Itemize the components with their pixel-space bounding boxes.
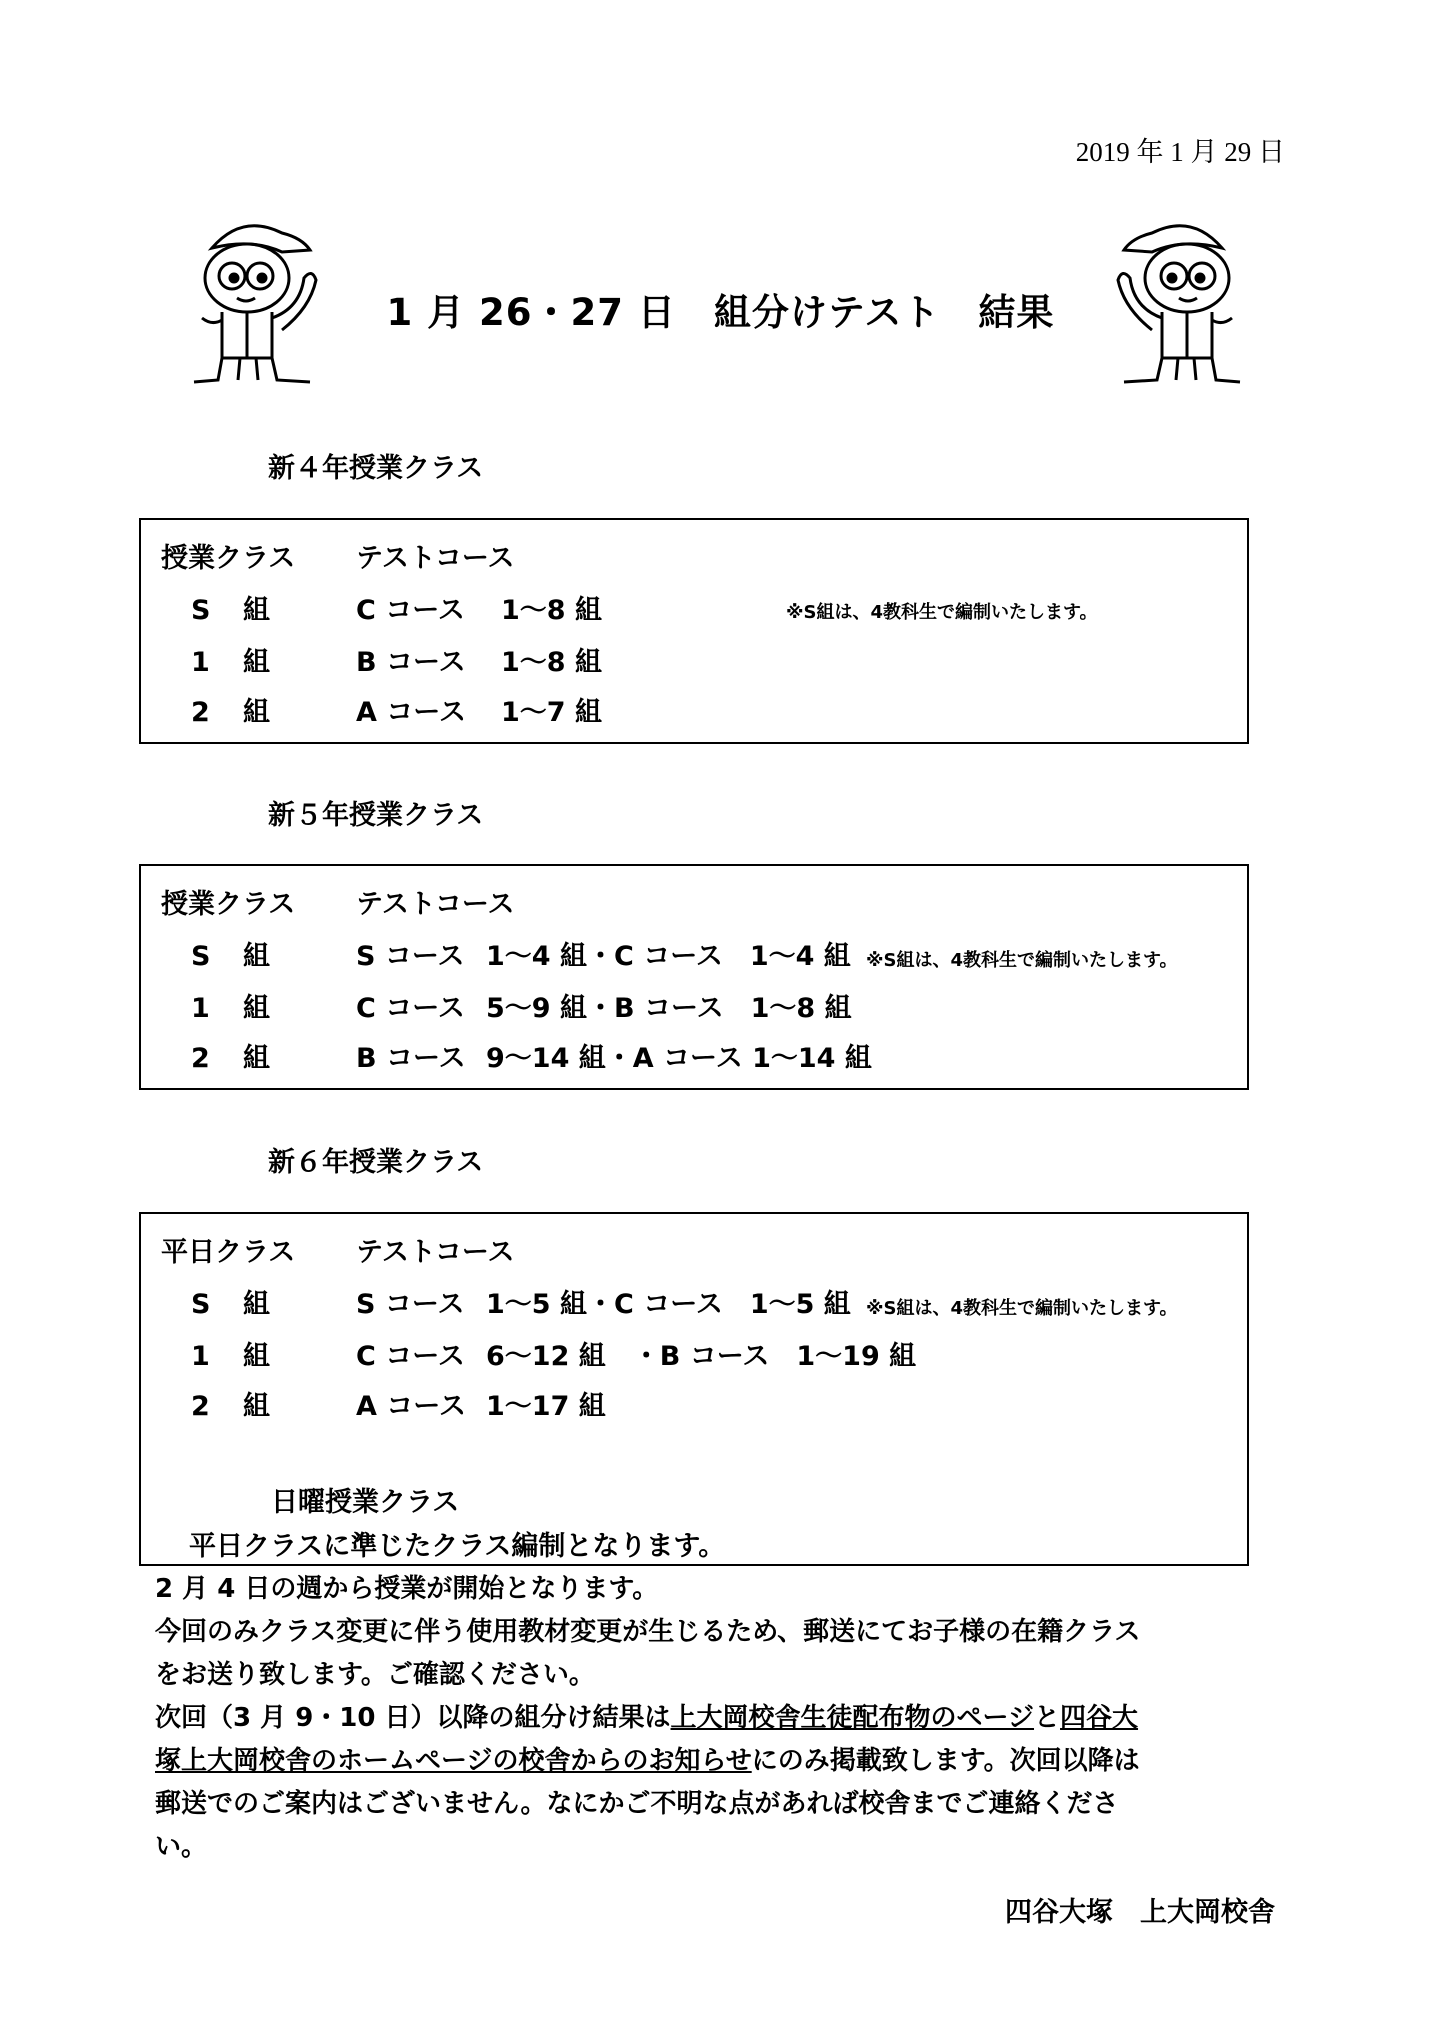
sunday-class-note: 平日クラスに準じたクラス編制となります。 <box>189 1531 726 1562</box>
notice-line-next <box>155 1697 1155 1869</box>
row-class: 2 <box>191 697 210 728</box>
row-kumi: 組 <box>243 1043 270 1074</box>
row-kumi: 組 <box>243 1391 270 1422</box>
notice-text: と <box>1034 1703 1061 1733</box>
row-class: S <box>191 595 211 626</box>
cartoon-kid-waving-icon <box>1112 208 1252 388</box>
header-course-label: テストコース <box>356 1237 515 1268</box>
row-course: C コース <box>356 595 465 626</box>
row-class: 2 <box>191 1391 210 1422</box>
notice-line-start: 2 月 4 日の週から授業が開始となります。 <box>155 1574 659 1604</box>
section-heading-grade5: 新５年授業クラス <box>268 800 484 831</box>
notice-body <box>155 1568 1155 1869</box>
section-heading-grade6: 新６年授業クラス <box>268 1147 484 1178</box>
header-course-label: テストコース <box>356 889 515 920</box>
notice-line-materials: 今回のみクラス変更に伴う使用教材変更が生じるため、郵送にてお子様の在籍クラスをお送り致します。ご確認ください。 <box>155 1617 1141 1690</box>
row-note: ※S組は、4教科生で編制いたします。 <box>866 1298 1178 1319</box>
row-kumi: 組 <box>243 595 270 626</box>
header-class-label: 平日クラス <box>161 1237 296 1268</box>
link-school-homepage-news[interactable]: 四谷大塚上大岡校舎のホームページの校舎からのお知らせ <box>155 1703 1139 1776</box>
row-range: 1〜7 組 <box>501 697 602 728</box>
header-class-label: 授業クラス <box>161 543 296 574</box>
row-kumi: 組 <box>243 1289 270 1320</box>
row-range: 1〜8 組 <box>501 595 602 626</box>
row-range: 5〜9 組・B コース 1〜8 組 <box>486 993 852 1024</box>
row-range: 1〜5 組・C コース 1〜5 組 <box>486 1289 851 1320</box>
header-course-label: テストコース <box>356 543 515 574</box>
row-range: 1〜8 組 <box>501 647 602 678</box>
row-kumi: 組 <box>243 941 270 972</box>
link-student-handouts-page[interactable]: 上大岡校舎生徒配布物のページ <box>670 1703 1035 1733</box>
row-kumi: 組 <box>243 697 270 728</box>
row-note: ※S組は、4教科生で編制いたします。 <box>866 950 1178 971</box>
row-course: C コース <box>356 1341 465 1372</box>
row-kumi: 組 <box>243 647 270 678</box>
class-table-grade4 <box>139 518 1249 744</box>
row-range: 1〜17 組 <box>486 1391 606 1422</box>
header-class-label: 授業クラス <box>161 889 296 920</box>
row-kumi: 組 <box>243 993 270 1024</box>
document-date: 2019 年 1 月 29 日 <box>1075 137 1285 167</box>
row-class: 1 <box>191 993 210 1024</box>
page-title: 1 月 26・27 日 組分けテスト 結果 <box>386 291 1055 334</box>
notice-text: 次回（3 月 9・10 日）以降の組分け結果は <box>155 1703 671 1733</box>
row-note: ※S組は、4教科生で編制いたします。 <box>786 602 1098 623</box>
row-class: 2 <box>191 1043 210 1074</box>
row-course: A コース <box>356 697 466 728</box>
row-class: 1 <box>191 1341 210 1372</box>
row-kumi: 組 <box>243 1341 270 1372</box>
row-range: 9〜14 組・A コース 1〜14 組 <box>486 1043 872 1074</box>
row-course: C コース <box>356 993 465 1024</box>
class-table-grade6 <box>139 1212 1249 1566</box>
row-course: B コース <box>356 1043 466 1074</box>
notice-text: にのみ掲載致します。次回以降は郵送でのご案内はございません。なにかご不明な点があれば校舎までご連絡ください。 <box>155 1746 1140 1862</box>
row-course: B コース <box>356 647 466 678</box>
row-class: S <box>191 941 211 972</box>
row-class: S <box>191 1289 211 1320</box>
row-course: S コース <box>356 1289 465 1320</box>
row-course: A コース <box>356 1391 466 1422</box>
row-course: S コース <box>356 941 465 972</box>
sunday-class-heading: 日曜授業クラス <box>271 1487 460 1518</box>
row-range: 1〜4 組・C コース 1〜4 組 <box>486 941 851 972</box>
section-heading-grade4: 新４年授業クラス <box>268 453 484 484</box>
row-range: 6〜12 組 ・B コース 1〜19 組 <box>486 1341 917 1372</box>
class-table-grade5 <box>139 864 1249 1090</box>
row-class: 1 <box>191 647 210 678</box>
school-signature: 四谷大塚 上大岡校舎 <box>1005 1897 1275 1928</box>
